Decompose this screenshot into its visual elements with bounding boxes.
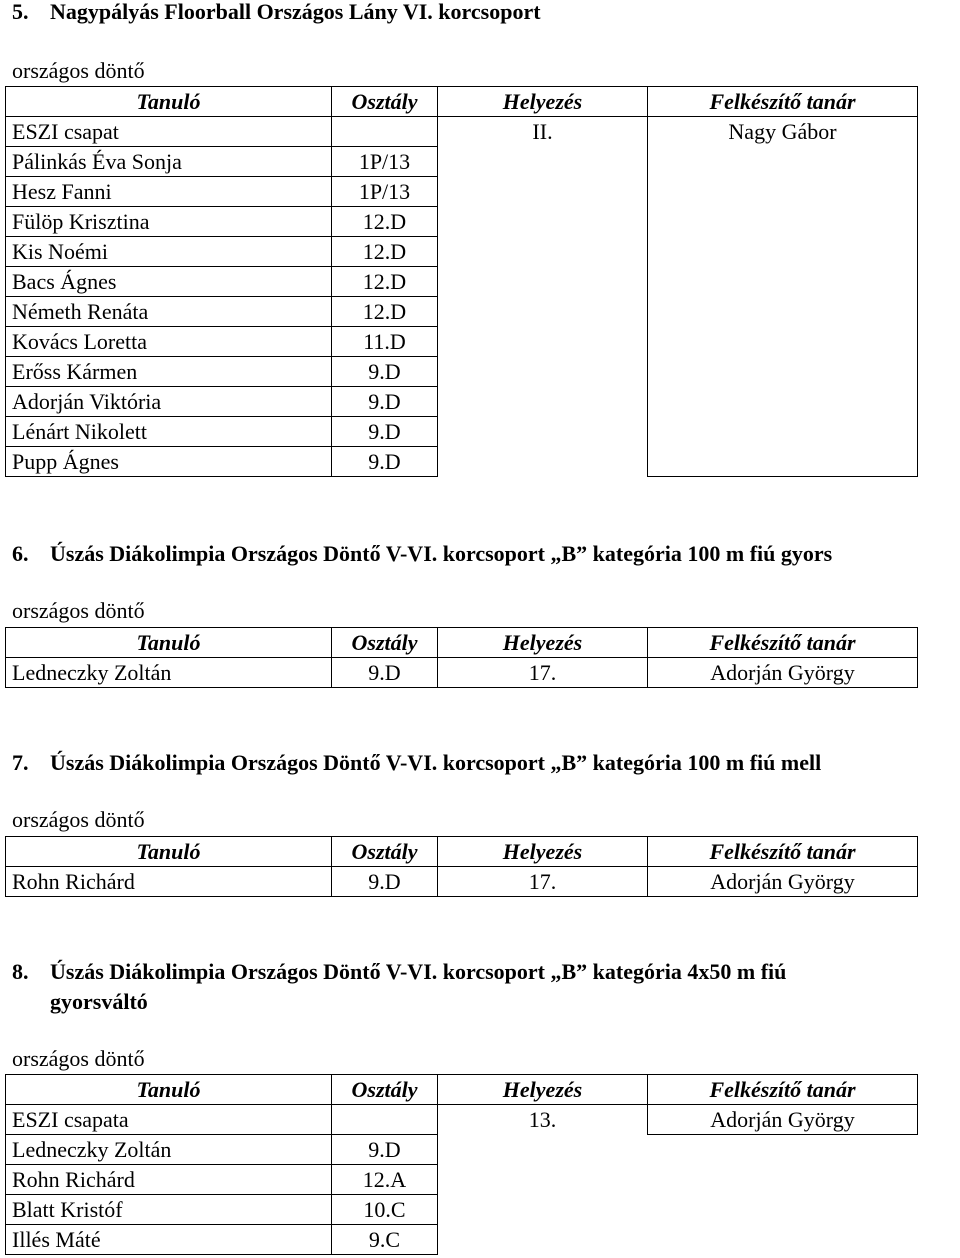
student-name: Adorján Viktória: [6, 387, 332, 417]
student-name: Rohn Richárd: [6, 867, 332, 897]
table-row: [6, 147, 918, 177]
section-number: 8.: [12, 959, 29, 984]
table-header-row: [6, 87, 918, 117]
student-name: Kis Noémi: [6, 237, 332, 267]
header-helyezes: Helyezés: [438, 87, 648, 117]
student-class: 9.D: [332, 658, 438, 688]
section-title-text: Úszás Diákolimpia Országos Döntő V-VI. korcsoport „B” kategória 100 m fiú mell: [50, 750, 822, 775]
student-class: 12.D: [332, 267, 438, 297]
header-felkeszito: Felkészítő tanár: [648, 837, 918, 867]
student-class: 9.C: [332, 1225, 438, 1255]
section-7-title: [12, 748, 821, 778]
student-class: 9.D: [332, 417, 438, 447]
student-name: Ledneczky Zoltán: [6, 1135, 332, 1165]
team-place: 13.: [438, 1105, 648, 1135]
header-helyezes: Helyezés: [438, 837, 648, 867]
team-row: [6, 117, 918, 147]
place-empty: [438, 147, 648, 477]
table-header-row: [6, 628, 918, 658]
team-class: [332, 1105, 438, 1135]
student-name: Hesz Fanni: [6, 177, 332, 207]
student-class: 9.D: [332, 867, 438, 897]
header-tanulo: Tanuló: [6, 87, 332, 117]
student-class: 9.D: [332, 447, 438, 477]
section-5-table: [5, 86, 918, 477]
student-name: Bacs Ágnes: [6, 267, 332, 297]
header-osztaly: Osztály: [332, 87, 438, 117]
team-name: ESZI csapat: [6, 117, 332, 147]
student-name: Pupp Ágnes: [6, 447, 332, 477]
section-number: 7.: [12, 750, 29, 775]
student-name: Pálinkás Éva Sonja: [6, 147, 332, 177]
section-number: 6.: [12, 541, 29, 566]
header-osztaly: Osztály: [332, 1075, 438, 1105]
section-6-title: [12, 539, 832, 569]
section-5-subtitle: országos döntő: [12, 58, 145, 83]
section-title-text: Úszás Diákolimpia Országos Döntő V-VI. korcsoport „B” kategória 100 m fiú gyors: [50, 541, 833, 566]
section-7-table: [5, 836, 918, 897]
section-title-text: Nagypályás Floorball Országos Lány VI. korcsoport: [50, 0, 541, 24]
header-tanulo: Tanuló: [6, 628, 332, 658]
table-row: [6, 867, 918, 897]
header-felkeszito: Felkészítő tanár: [648, 87, 918, 117]
header-tanulo: Tanuló: [6, 837, 332, 867]
section-title-continuation: gyorsváltó: [50, 989, 148, 1014]
student-teacher: Adorján György: [648, 867, 918, 897]
header-osztaly: Osztály: [332, 628, 438, 658]
section-title-text: Úszás Diákolimpia Országos Döntő V-VI. korcsoport „B” kategória 4x50 m fiú: [50, 959, 787, 984]
header-helyezes: Helyezés: [438, 1075, 648, 1105]
student-class: 12.D: [332, 237, 438, 267]
student-name: Blatt Kristóf: [6, 1195, 332, 1225]
teacher-empty: [648, 147, 918, 477]
teacher-empty: [648, 1135, 918, 1255]
place-empty: [438, 1135, 648, 1255]
student-teacher: Adorján György: [648, 658, 918, 688]
team-name: ESZI csapata: [6, 1105, 332, 1135]
student-place: 17.: [438, 867, 648, 897]
student-name: Illés Máté: [6, 1225, 332, 1255]
section-6-subtitle: országos döntő: [12, 598, 145, 623]
header-tanulo: Tanuló: [6, 1075, 332, 1105]
student-class: 12.A: [332, 1165, 438, 1195]
student-class: 12.D: [332, 207, 438, 237]
section-8-table: [5, 1074, 918, 1255]
team-teacher: Adorján György: [648, 1105, 918, 1135]
table-row: [6, 658, 918, 688]
header-osztaly: Osztály: [332, 837, 438, 867]
student-class: 9.D: [332, 1135, 438, 1165]
student-name: Lénárt Nikolett: [6, 417, 332, 447]
student-place: 17.: [438, 658, 648, 688]
team-class: [332, 117, 438, 147]
student-class: 12.D: [332, 297, 438, 327]
team-place: II.: [438, 117, 648, 147]
header-felkeszito: Felkészítő tanár: [648, 628, 918, 658]
student-class: 1P/13: [332, 177, 438, 207]
student-name: Fülöp Krisztina: [6, 207, 332, 237]
table-header-row: [6, 837, 918, 867]
header-helyezes: Helyezés: [438, 628, 648, 658]
student-name: Ledneczky Zoltán: [6, 658, 332, 688]
student-class: 9.D: [332, 387, 438, 417]
student-name: Rohn Richárd: [6, 1165, 332, 1195]
section-6-table: [5, 627, 918, 688]
header-felkeszito: Felkészítő tanár: [648, 1075, 918, 1105]
table-header-row: [6, 1075, 918, 1105]
table-row: [6, 1135, 918, 1165]
team-row: [6, 1105, 918, 1135]
section-7-subtitle: országos döntő: [12, 807, 145, 832]
section-8-title: [12, 957, 787, 1014]
student-class: 1P/13: [332, 147, 438, 177]
student-class: 11.D: [332, 327, 438, 357]
section-5-title: [12, 0, 541, 27]
student-name: Németh Renáta: [6, 297, 332, 327]
section-number: 5.: [12, 0, 29, 24]
team-teacher: Nagy Gábor: [648, 117, 918, 147]
section-8-subtitle: országos döntő: [12, 1046, 145, 1071]
student-class: 10.C: [332, 1195, 438, 1225]
student-name: Erőss Kármen: [6, 357, 332, 387]
student-class: 9.D: [332, 357, 438, 387]
student-name: Kovács Loretta: [6, 327, 332, 357]
